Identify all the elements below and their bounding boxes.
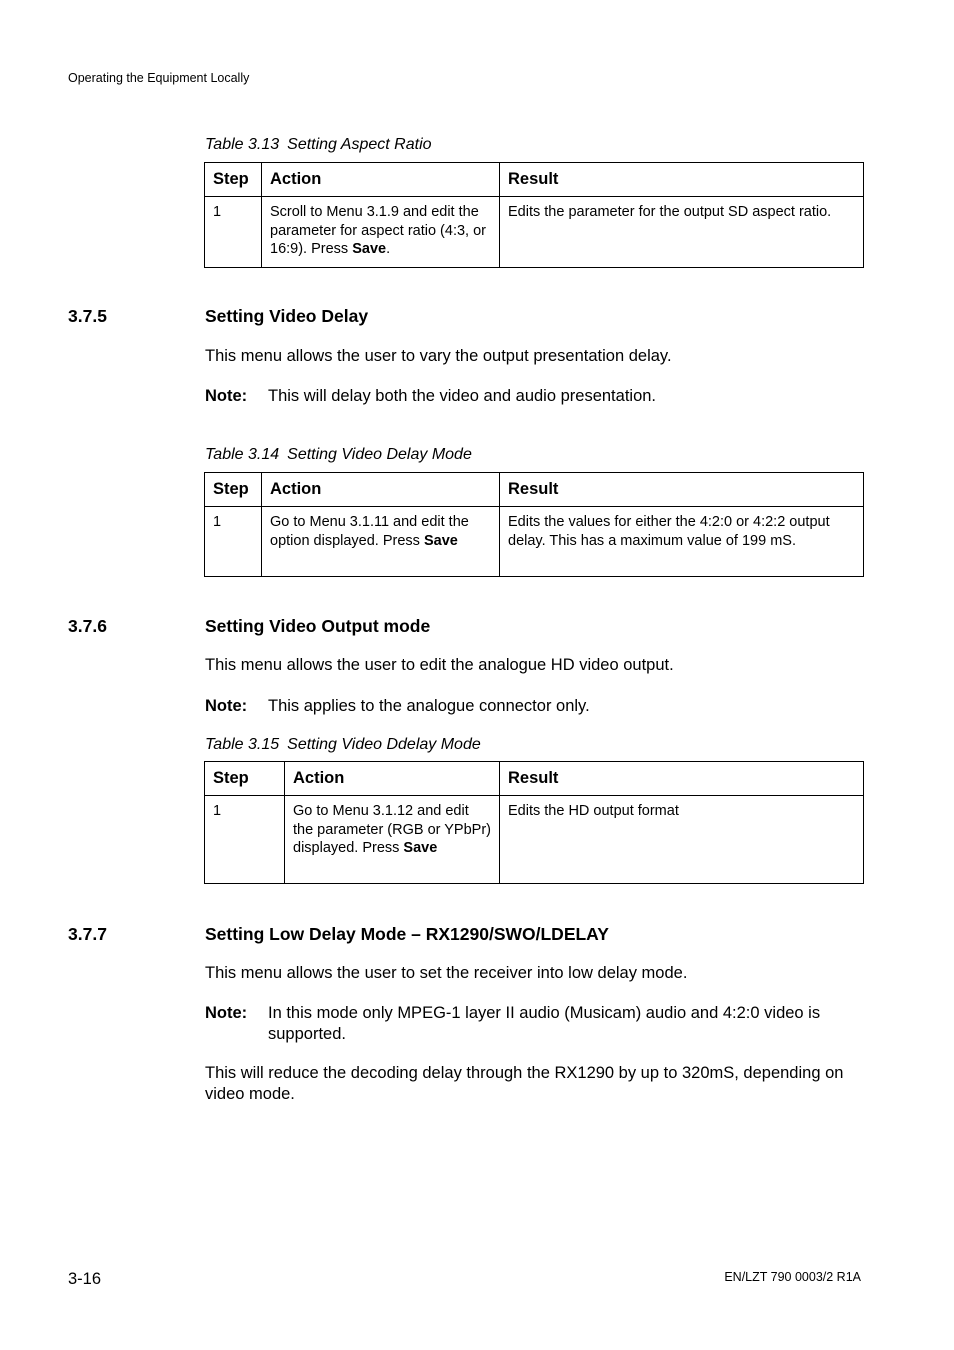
- caption-number: Table 3.14: [205, 446, 280, 463]
- result-cell: Edits the values for either the 4:2:0 or 4:2:2 output delay. This has a maximum value of 199 mS.: [500, 507, 864, 577]
- result-cell: Edits the HD output format: [500, 796, 864, 884]
- running-header: Operating the Equipment Locally: [68, 71, 250, 85]
- step-cell: 1: [205, 796, 285, 884]
- body-paragraph: This menu allows the user to set the receiver into low delay mode.: [205, 964, 688, 982]
- action-cell: [262, 197, 500, 268]
- note-text: This applies to the analogue connector only.: [268, 697, 590, 715]
- section-title: Setting Video Output mode: [205, 616, 431, 636]
- result-cell: Edits the parameter for the output SD aspect ratio.: [500, 197, 864, 268]
- step-cell: 1: [205, 197, 262, 268]
- action-cell: [285, 796, 500, 884]
- body-paragraph: This menu allows the user to vary the output presentation delay.: [205, 347, 672, 365]
- note-text: This will delay both the video and audio presentation.: [268, 387, 656, 405]
- section-number: 3.7.7: [68, 924, 107, 944]
- section-title: Setting Low Delay Mode – RX1290/SWO/LDELAY: [205, 924, 609, 944]
- table-row: [205, 507, 864, 577]
- header-step: Step: [205, 473, 262, 507]
- table-row: [205, 197, 864, 268]
- action-text: Go to Menu 3.1.11 and edit the option displayed. Press: [270, 514, 469, 549]
- caption-number: Table 3.13: [205, 136, 280, 153]
- page-number: 3-16: [68, 1270, 102, 1288]
- body-paragraph: This will reduce the decoding delay through the RX1290 by up to 320mS, depending on video mode.: [205, 1064, 844, 1103]
- section-title: Setting Video Delay: [205, 306, 369, 326]
- table-caption: [205, 446, 472, 464]
- note: [205, 696, 865, 717]
- section-number: 3.7.6: [68, 616, 107, 636]
- save-keyword: Save: [352, 241, 387, 257]
- save-keyword: Save: [423, 532, 458, 549]
- video-output-table: [204, 761, 864, 884]
- body-paragraph: This menu allows the user to edit the analogue HD video output.: [205, 656, 674, 674]
- note: [205, 386, 865, 407]
- section-number: 3.7.5: [68, 306, 107, 326]
- table-row: [205, 796, 864, 884]
- aspect-ratio-table: [204, 162, 864, 268]
- header-step: Step: [205, 163, 262, 197]
- header-action: Action: [285, 762, 500, 796]
- note-text: In this mode only MPEG-1 layer II audio (Musicam) audio and 4:2:0 video is supported.: [268, 1004, 821, 1043]
- note-label: Note:: [205, 697, 248, 715]
- note-label: Note:: [205, 1004, 248, 1022]
- caption-title: Setting Video Ddelay Mode: [287, 736, 481, 753]
- action-text: Go to Menu 3.1.12 and edit the parameter (RGB or YPbPr) displayed. Press: [293, 803, 491, 856]
- header-result: Result: [500, 473, 864, 507]
- table-header-row: [205, 762, 864, 796]
- header-action: Action: [262, 163, 500, 197]
- caption-title: Setting Video Delay Mode: [287, 446, 472, 463]
- header-result: Result: [500, 163, 864, 197]
- save-keyword: Save: [403, 840, 438, 856]
- step-cell: 1: [205, 507, 262, 577]
- video-delay-table: [204, 472, 864, 577]
- header-action: Action: [262, 473, 500, 507]
- action-tail: .: [386, 241, 391, 257]
- note-label: Note:: [205, 387, 248, 405]
- header-result: Result: [500, 762, 864, 796]
- caption-title: Setting Aspect Ratio: [287, 136, 432, 153]
- action-text: Scroll to Menu 3.1.9 and edit the parameter for aspect ratio (4:3, or 16:9). Press: [270, 204, 486, 257]
- table-header-row: [205, 473, 864, 507]
- note: [205, 1003, 865, 1045]
- document-reference: EN/LZT 790 0003/2 R1A: [724, 1270, 861, 1284]
- table-caption: [205, 136, 432, 154]
- action-cell: [262, 507, 500, 577]
- header-step: Step: [205, 762, 285, 796]
- caption-number: Table 3.15: [205, 736, 280, 753]
- table-caption: [205, 736, 481, 754]
- table-header-row: [205, 163, 864, 197]
